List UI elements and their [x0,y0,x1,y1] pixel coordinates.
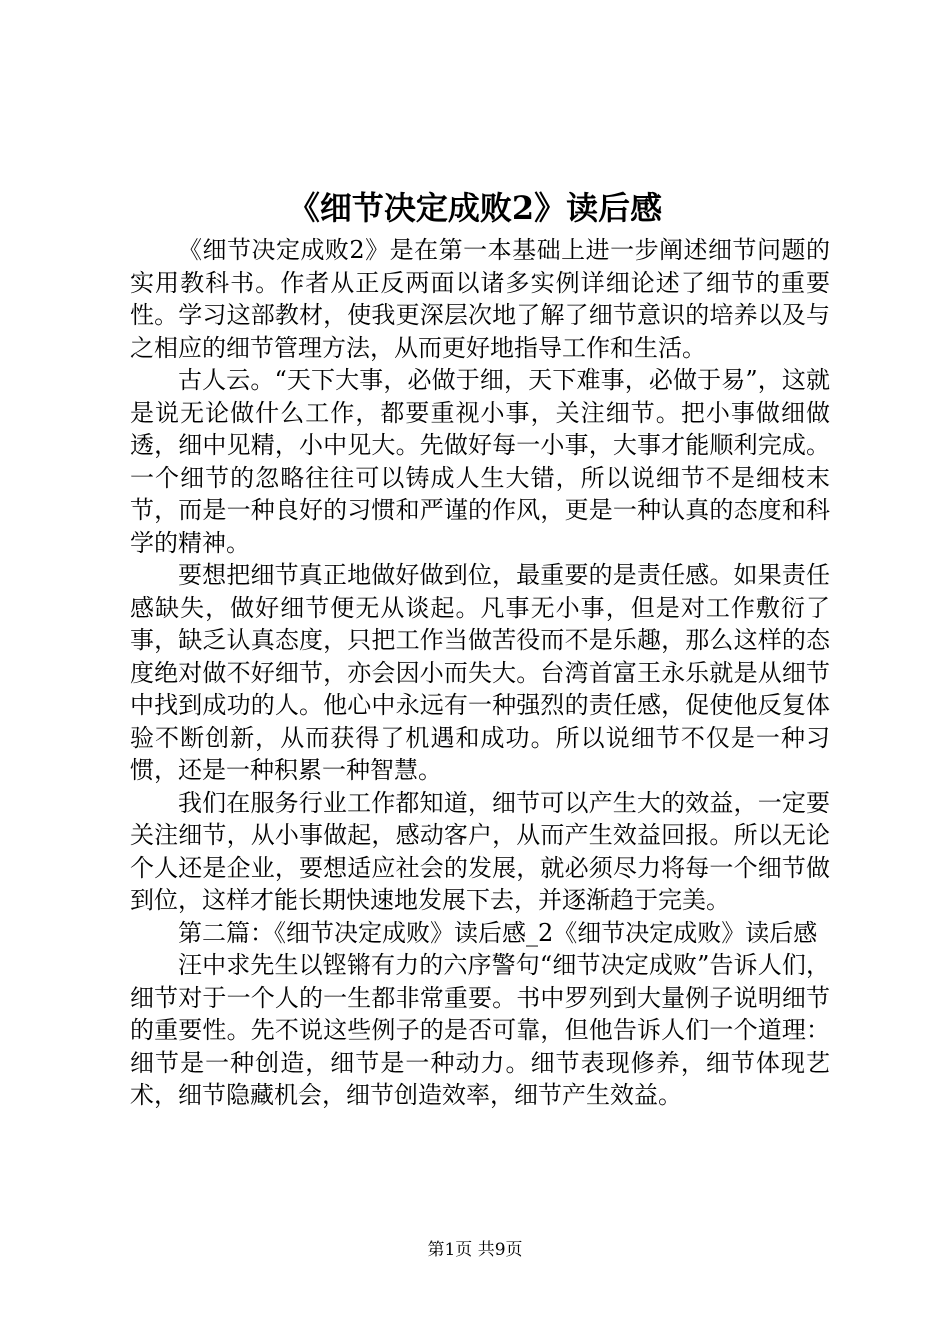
paragraph-1: 《细节决定成败2》是在第一本基础上进一步阐述细节问题的实用教科书。作者从正反两面以诸多实例详细论述了细节的重要性。学习这部教材，使我更深层次地了解了细节意识的培养以及与之相应的细节管理方法，从而更好地指导工作和生活。 [130,236,830,362]
page-title: 《细节决定成败2》读后感 [287,189,663,227]
paragraph-4: 我们在服务行业工作都知道，细节可以产生大的效益，一定要关注细节，从小事做起，感动客户，从而产生效益回报。所以无论个人还是企业，要想适应社会的发展，就必须尽力将每一个细节做到位，这样才能长期快速地发展下去，并逐渐趋于完美。 [130,788,830,914]
paragraph-3: 要想把细节真正地做好做到位，最重要的是责任感。如果责任感缺失，做好细节便无从谈起。凡事无小事，但是对工作敷衍了事，缺乏认真态度，只把工作当做苦役而不是乐趣，那么这样的态度绝对做不好细节，亦会因小而失大。台湾首富王永乐就是从细节中找到成功的人。他心中永远有一种强烈的责任感，促使他反复体验不断创新，从而获得了机遇和成功。所以说细节不仅是一种习惯，还是一种积累一种智慧。 [130,561,830,784]
document-body [130,234,830,1112]
paragraph-2: 古人云。“天下大事，必做于细，天下难事，必做于易”，这就是说无论做什么工作，都要重视小事，关注细节。把小事做细做透，细中见精，小中见大。先做好每一小事，大事才能顺利完成。一个细节的忽略往往可以铸成人生大错，所以说细节不是细枝末节，而是一种良好的习惯和严谨的作风，更是一种认真的态度和科学的精神。 [130,366,830,557]
section-heading-paragraph: 第二篇：《细节决定成败》读后感_2《细节决定成败》读后感 [178,918,818,947]
paragraph-6: 汪中求先生以铿锵有力的六序警句“细节决定成败”告诉人们，细节对于一个人的一生都非常重要。书中罗列到大量例子说明细节的重要性。先不说这些例子的是否可靠，但他告诉人们一个道理：细节是一种创造，细节是一种动力。细节表现修养，细节体现艺术，细节隐藏机会，细节创造效率，细节产生效益。 [130,951,830,1109]
page-number-footer: 第1页 共9页 [427,1240,523,1260]
